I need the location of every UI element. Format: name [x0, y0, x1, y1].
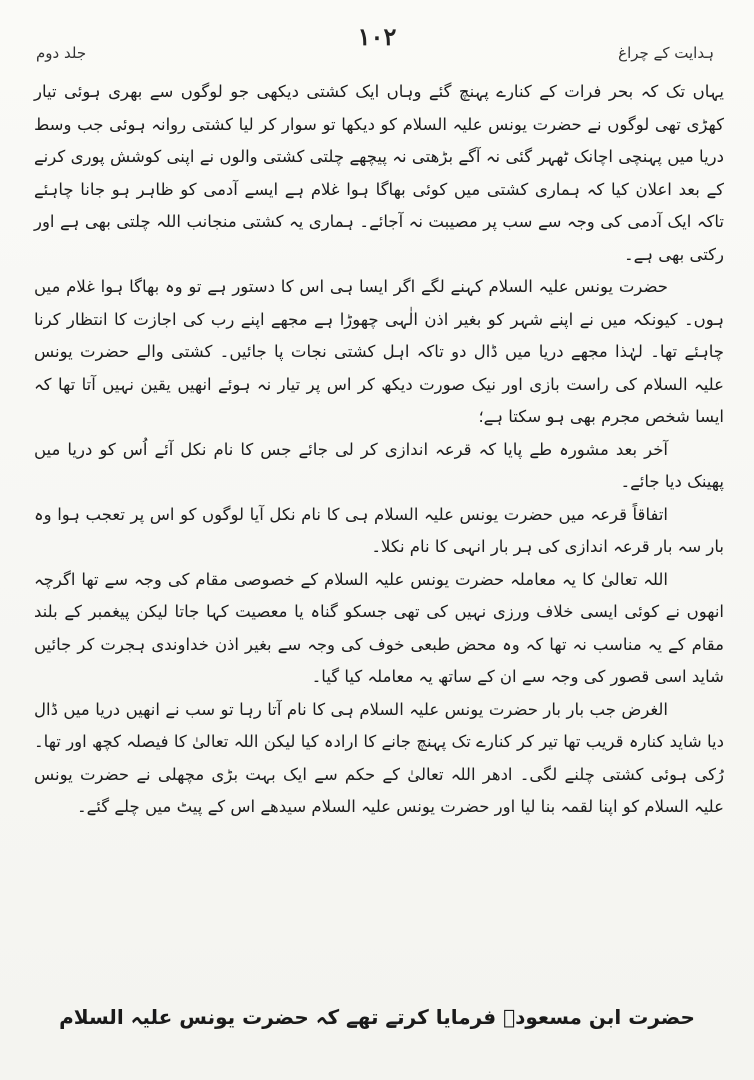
- paragraph: الغرض جب بار بار حضرت یونس علیہ السلام ہی کا نام آتا رہا تو سب نے انھیں دریا میں ڈال دیا شاید کنارہ قریب تھا تیر کر کنارے تک پہنچ جانے کا ارادہ کیا لیکن اللہ تعالیٰ کا فیصلہ کچھ اور تھا۔ رُکی ہوئی کشتی چلنے لگی۔ ادھر اللہ تعالیٰ کے حکم سے ایک بہت بڑی مچھلی نے حضرت یونس علیہ السلام کو اپنا لقمہ بنا لیا اور حضرت یونس علیہ السلام سیدھے اس کے پیٹ میں چلے گئے۔: [34, 699, 724, 816]
- paragraph: یہاں تک کہ بحر فرات کے کنارے پہنچ گئے وہاں ایک کشتی دیکھی جو لوگوں سے بھری ہوئی تیار کھڑی تھی لوگوں نے حضرت یونس علیہ السلام کو دیکھا تو سوار کر لیا کشتی روانہ ہوئی جب وسط دریا میں پہنچی اچانک ٹھہر گئی نہ آگے بڑھتی نہ پیچھے چلتی کشتی والوں نے اپنی کوشش پوری کرنے کے بعد اعلان کیا کہ ہماری کشتی میں کوئی بھاگا ہوا غلام ہے ایسے آدمی کو ظاہر ہو جانا چاہئے تاکہ ایک آدمی کی وجہ سے سب پر مصیبت نہ آجائے۔ ہماری یہ کشتی منجانب اللہ چلتی بھی ہے اور رکتی بھی ہے۔: [34, 82, 724, 264]
- paragraph: حضرت یونس علیہ السلام کہنے لگے اگر ایسا ہی اس کا دستور ہے تو وہ بھاگا ہوا غلام میں ہوں۔ کیونکہ میں نے اپنے شہر کو بغیر اذن الٰہی چھوڑا ہے مجھے اپنے رب کی اجازت کا انتظار کرنا چاہئے تھا۔ لہٰذا مجھے دریا میں ڈال دو تاکہ اہل کشتی نجات پا جائیں۔ کشتی والے حضرت یونس علیہ السلام کی راست بازی اور نیک صورت دیکھ کر اس پر تیار نہ ہوئے انھیں یقین نہیں آتا تھا کہ ایسا شخص مجرم بھی ہو سکتا ہے؛: [34, 277, 724, 426]
- paragraph: آخر بعد مشورہ طے پایا کہ قرعہ اندازی کر لی جائے جس کا نام نکل آئے اُس کو دریا میں پھینک دیا جائے۔: [34, 439, 724, 491]
- body-text: [34, 76, 724, 824]
- page-number: ۱۰۲: [357, 22, 397, 51]
- paragraph: اتفاقاً قرعہ میں حضرت یونس علیہ السلام ہی کا نام نکل آیا لوگوں کو اس پر تعجب ہوا وہ بار سہ بار قرعہ اندازی کی ہر بار انہی کا نام نکلا۔: [34, 504, 724, 556]
- paragraph: اللہ تعالیٰ کا یہ معاملہ حضرت یونس علیہ السلام کے خصوصی مقام کی وجہ سے تھا اگرچہ انھوں نے کوئی ایسی خلاف ورزی نہیں کی تھی جسکو گناہ یا معصیت کہا جاتا لیکن پیغمبر کے بلند مقام کے یہ مناسب نہ تھا کہ وہ محض طبعی خوف کی وجہ سے بغیر اذن خداوندی ہجرت کر جائیں شاید اسی قصور کی وجہ سے ان کے ساتھ یہ معاملہ کیا گیا۔: [34, 569, 724, 686]
- closing-heading: حضرت ابن مسعودؓ فرمایا کرتے تھے کہ حضرت یونس علیہ السلام: [59, 1005, 695, 1029]
- volume-label: جلد دوم: [36, 44, 87, 62]
- book-title: ہدایت کے چراغ: [618, 44, 714, 62]
